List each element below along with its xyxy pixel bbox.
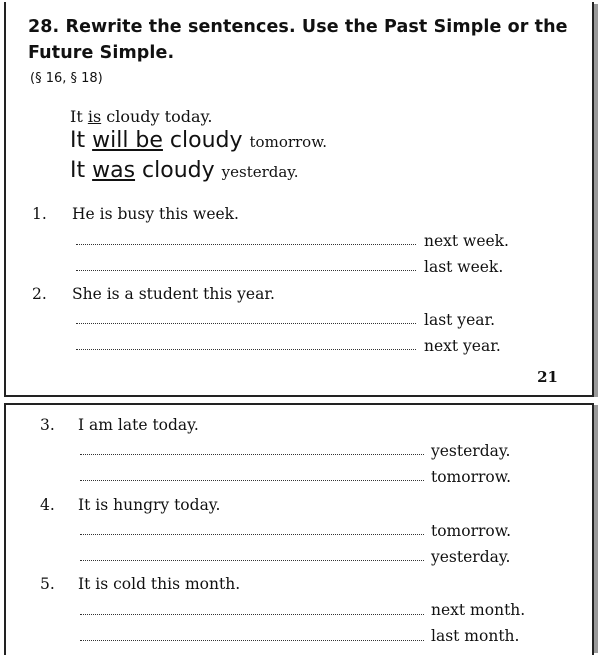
- time-label: next month.: [431, 601, 526, 619]
- time-label: tomorrow.: [431, 468, 512, 486]
- time-label: tomorrow.: [431, 522, 512, 540]
- item-number: 2.: [32, 285, 47, 303]
- time-label: yesterday.: [431, 442, 511, 460]
- item-number: 5.: [40, 575, 55, 593]
- item-sentence: It is cold this month.: [78, 575, 241, 593]
- time-label: last week.: [424, 258, 504, 276]
- answer-blank[interactable]: [80, 452, 424, 455]
- item-number: 3.: [40, 416, 55, 434]
- item-sentence: I am late today.: [78, 416, 199, 434]
- item-sentence: He is busy this week.: [72, 205, 239, 223]
- page-shadow-lower: [594, 405, 598, 653]
- exercise-title: 28. Rewrite the sentences. Use the Past Simple or the Future Simple.: [28, 17, 568, 63]
- item-number: 1.: [32, 205, 47, 223]
- time-label: last month.: [431, 627, 520, 645]
- answer-blank[interactable]: [80, 532, 424, 535]
- item-sentence: She is a student this year.: [72, 285, 275, 303]
- example-line-3: It was cloudy yesterday.: [70, 158, 299, 183]
- time-label: next week.: [424, 232, 509, 250]
- item-sentence: It is hungry today.: [78, 496, 221, 514]
- example-line-2: It will be cloudy tomorrow.: [70, 128, 328, 153]
- example-line-1: It is cloudy today.: [70, 107, 213, 126]
- answer-blank[interactable]: [80, 638, 424, 641]
- answer-blank[interactable]: [80, 558, 424, 561]
- page-number: 21: [537, 368, 558, 386]
- example-verb-present: is: [87, 107, 102, 126]
- answer-blank[interactable]: [76, 242, 416, 245]
- example-verb-past: was: [92, 158, 136, 183]
- example-verb-future: will be: [92, 128, 163, 153]
- item-number: 4.: [40, 496, 55, 514]
- answer-blank[interactable]: [76, 321, 416, 324]
- time-label: yesterday.: [431, 548, 511, 566]
- answer-blank[interactable]: [80, 612, 424, 615]
- answer-blank[interactable]: [76, 268, 416, 271]
- time-label: next year.: [424, 337, 501, 355]
- time-label: last year.: [424, 311, 496, 329]
- grammar-reference: (§ 16, § 18): [30, 71, 103, 86]
- answer-blank[interactable]: [80, 478, 424, 481]
- answer-blank[interactable]: [76, 347, 416, 350]
- page-shadow-upper: [594, 4, 598, 398]
